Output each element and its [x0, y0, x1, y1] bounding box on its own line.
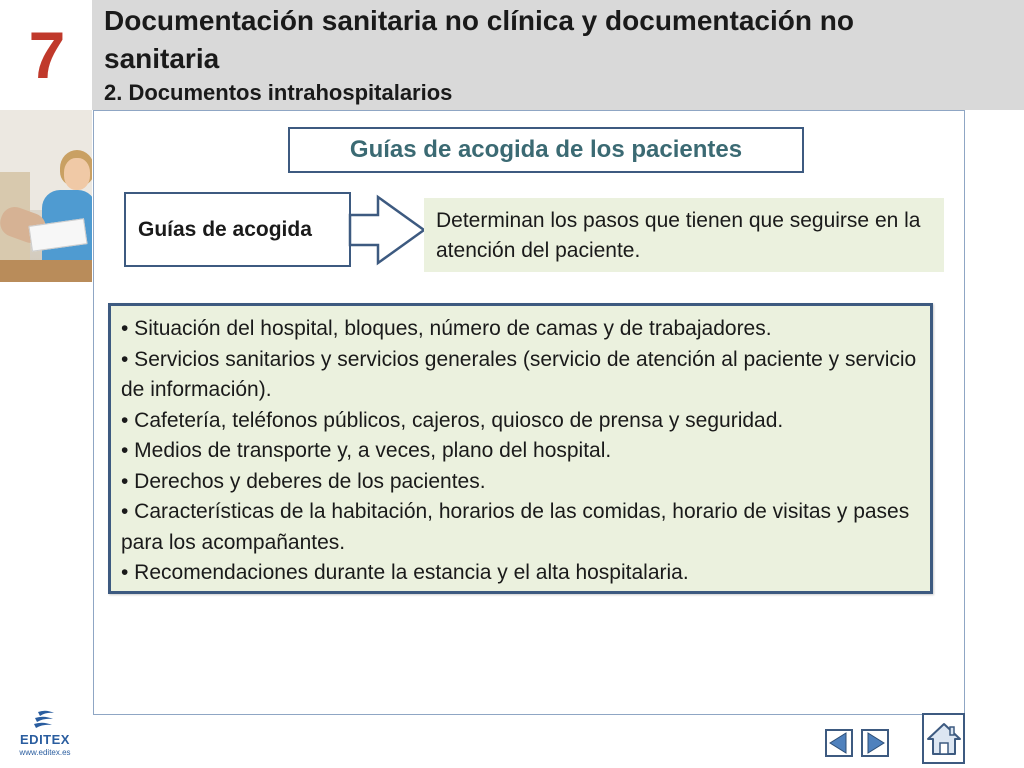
editex-mark-icon: [32, 710, 56, 730]
concept-description: Determinan los pasos que tienen que seguirse en la atención del paciente.: [424, 198, 944, 272]
list-item: • Recomendaciones durante la estancia y el alta hospitalaria.: [121, 561, 689, 584]
next-slide-button[interactable]: [861, 729, 889, 757]
header-bar: [92, 0, 1024, 110]
list-item: • Derechos y deberes de los pacientes.: [121, 469, 486, 493]
right-arrow-icon: [348, 193, 428, 267]
photo-desk: [0, 260, 92, 282]
home-button[interactable]: [922, 713, 965, 764]
concept-label-box: [124, 192, 351, 267]
page-title: Documentación sanitaria no clínica y documentación no sanitaria: [104, 5, 854, 74]
chapter-number: 7: [28, 18, 64, 92]
home-icon: [926, 721, 962, 757]
chapter-number-box: [0, 0, 92, 110]
editex-name: EDITEX: [20, 732, 70, 747]
list-item: • Situación del hospital, bloques, número de camas y de trabajadores.: [121, 317, 772, 340]
editex-url: www.editex.es: [19, 748, 71, 757]
concept-label: Guías de acogida: [138, 217, 312, 241]
list-item: • Cafetería, teléfonos públicos, cajeros, quiosco de prensa y seguridad.: [121, 408, 784, 432]
nurse-photo: [0, 110, 92, 282]
photo-nurse-face: [64, 158, 90, 190]
list-item: • Medios de transporte y, a veces, plano del hospital.: [121, 439, 612, 462]
contents-list: [108, 303, 933, 594]
list-item: • Características de la habitación, horarios de las comidas, horario de visitas y pases para los acompañantes.: [121, 500, 910, 554]
page-subtitle: 2. Documentos intrahospitalarios: [104, 80, 453, 105]
list-item: • Servicios sanitarios y servicios generales (servicio de atención al paciente y servicio de información).: [121, 347, 917, 401]
section-title: Guías de acogida de los pacientes: [288, 127, 804, 173]
editex-logo: [14, 710, 76, 766]
prev-slide-button[interactable]: [825, 729, 853, 757]
